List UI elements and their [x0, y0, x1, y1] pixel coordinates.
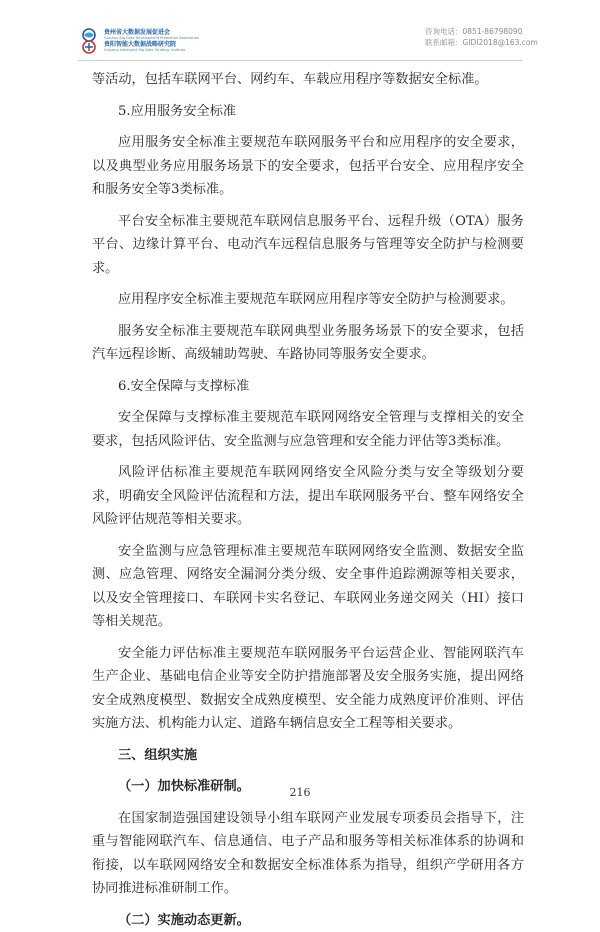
logo-emblem-icon [78, 28, 100, 54]
paragraph-app-security: 应用程序安全标准主要规范车联网应用程序等安全防护与检测要求。 [92, 288, 524, 312]
contact-phone: 咨询电话：0851-86798090 [425, 26, 538, 37]
contact-email: 联系邮箱：GIDI2018@163.com [425, 37, 538, 48]
logo-institute-name: 贵阳智能大数据战略研究院 [104, 42, 176, 48]
contact-info [425, 26, 538, 48]
logo-association-subtitle: Guizhou Big Data Development Promotion Association [104, 37, 199, 41]
paragraph-capability-assessment: 安全能力评估标准主要规范车联网服务平台运营企业、智能网联汽车生产企业、基础电信企业等安全防护措施部署及安全服务实施，提出网络安全成熟度模型、数据安全成熟度模型、安全能力成熟度评价准则、评估实施方法、机构能力认定、道路车辆信息安全工程等相关要求。 [92, 642, 524, 736]
paragraph-continuation: 等活动，包括车联网平台、网约车、车载应用程序等数据安全标准。 [92, 68, 524, 92]
paragraph-risk-assessment: 风险评估标准主要规范车联网网络安全风险分类与安全等级划分要求，明确安全风险评估流程和方法，提出车联网服务平台、整车网络安全风险评估规范等相关要求。 [92, 461, 524, 532]
logo-association-name: 贵州省大数据发展促进会 [104, 30, 170, 36]
paragraph-application-service-overview: 应用服务安全标准主要规范车联网服务平台和应用程序的安全要求，以及典型业务应用服务场景下的安全要求，包括平台安全、应用程序安全和服务安全等3类标准。 [92, 131, 524, 202]
paragraph-platform-security: 平台安全标准主要规范车联网信息服务平台、远程升级（OTA）服务平台、边缘计算平台、电动汽车远程信息服务与管理等安全防护与检测要求。 [92, 210, 524, 281]
header-divider [78, 60, 522, 61]
document-body [92, 68, 524, 932]
heading-implementation: 三、组织实施 [92, 744, 524, 768]
paragraph-security-support-overview: 安全保障与支撑标准主要规范车联网网络安全管理与支撑相关的安全要求，包括风险评估、安全监测与应急管理和安全能力评估等3类标准。 [92, 406, 524, 453]
organization-logo [78, 28, 218, 54]
logo-institute-subtitle: Guiyang Intelligent Big Data Strategy Institute [104, 49, 185, 53]
heading-security-support: 6.安全保障与支撑标准 [92, 375, 524, 399]
page-number: 216 [0, 786, 600, 799]
paragraph-standards-development: 在国家制造强国建设领导小组车联网产业发展专项委员会指导下，注重与智能网联汽车、信息通信、电子产品和服务等相关标准体系的协调和衔接，以车联网网络安全和数据安全标准体系为指导，组织产学研用各方协同推进标准研制工作。 [92, 807, 524, 901]
heading-application-service-security: 5.应用服务安全标准 [92, 100, 524, 124]
page-header [0, 0, 600, 62]
heading-accelerate-standards: （一）加快标准研制。 [92, 775, 524, 799]
paragraph-service-security: 服务安全标准主要规范车联网典型业务服务场景下的安全要求，包括汽车远程诊断、高级辅助驾驶、车路协同等服务安全要求。 [92, 320, 524, 367]
heading-dynamic-update: （二）实施动态更新。 [92, 909, 524, 932]
paragraph-monitoring-emergency: 安全监测与应急管理标准主要规范车联网网络安全监测、数据安全监测、应急管理、网络安全漏洞分类分级、安全事件追踪溯源等相关要求，以及安全管理接口、车联网卡实名登记、车联网业务递交网关（HI）接口等相关规范。 [92, 540, 524, 634]
